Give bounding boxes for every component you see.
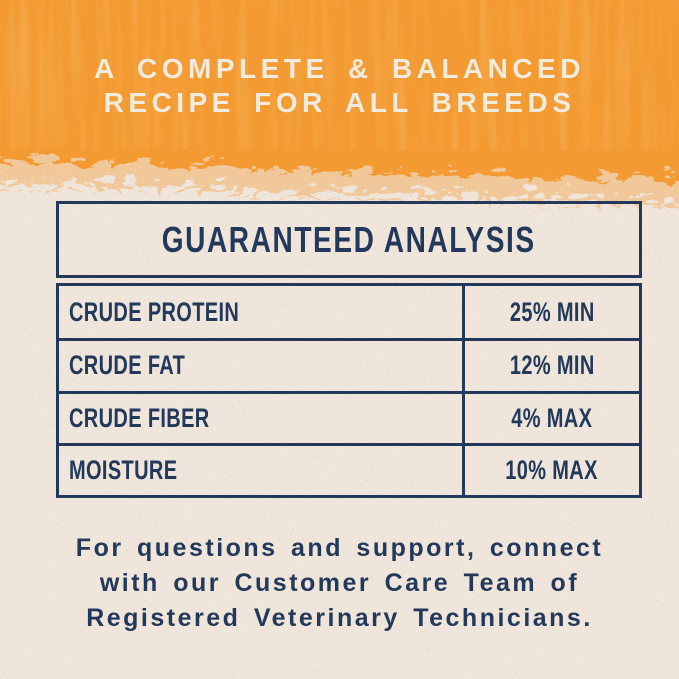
table-row-crude-fat [59,338,639,390]
row-label: CRUDE FIBER [69,402,210,433]
row-value: 4% MAX [511,402,593,433]
row-value: 10% MAX [505,454,599,485]
banner-heading [0,52,679,120]
table-title: GUARANTEED ANALYSIS [162,218,536,260]
row-label: CRUDE FAT [69,350,186,381]
row-label: MOISTURE [69,454,178,485]
banner-line-1: A COMPLETE & BALANCED [94,53,585,84]
row-value: 25% MIN [509,296,595,327]
guaranteed-analysis-table [56,201,642,498]
banner-line-2: RECIPE FOR ALL BREEDS [103,87,576,118]
row-label: CRUDE PROTEIN [69,296,240,327]
table-title-cell [56,201,642,278]
support-text [0,531,679,636]
table-row-crude-fiber [59,391,639,443]
table-rows [56,283,642,498]
table-row-crude-protein [59,286,639,338]
support-line-3: Registered Veterinary Technicians. [86,604,593,632]
support-line-2: with our Customer Care Team of [99,569,580,597]
row-value: 12% MIN [509,350,595,381]
table-row-moisture [59,443,639,495]
support-line-1: For questions and support, connect [75,534,604,562]
